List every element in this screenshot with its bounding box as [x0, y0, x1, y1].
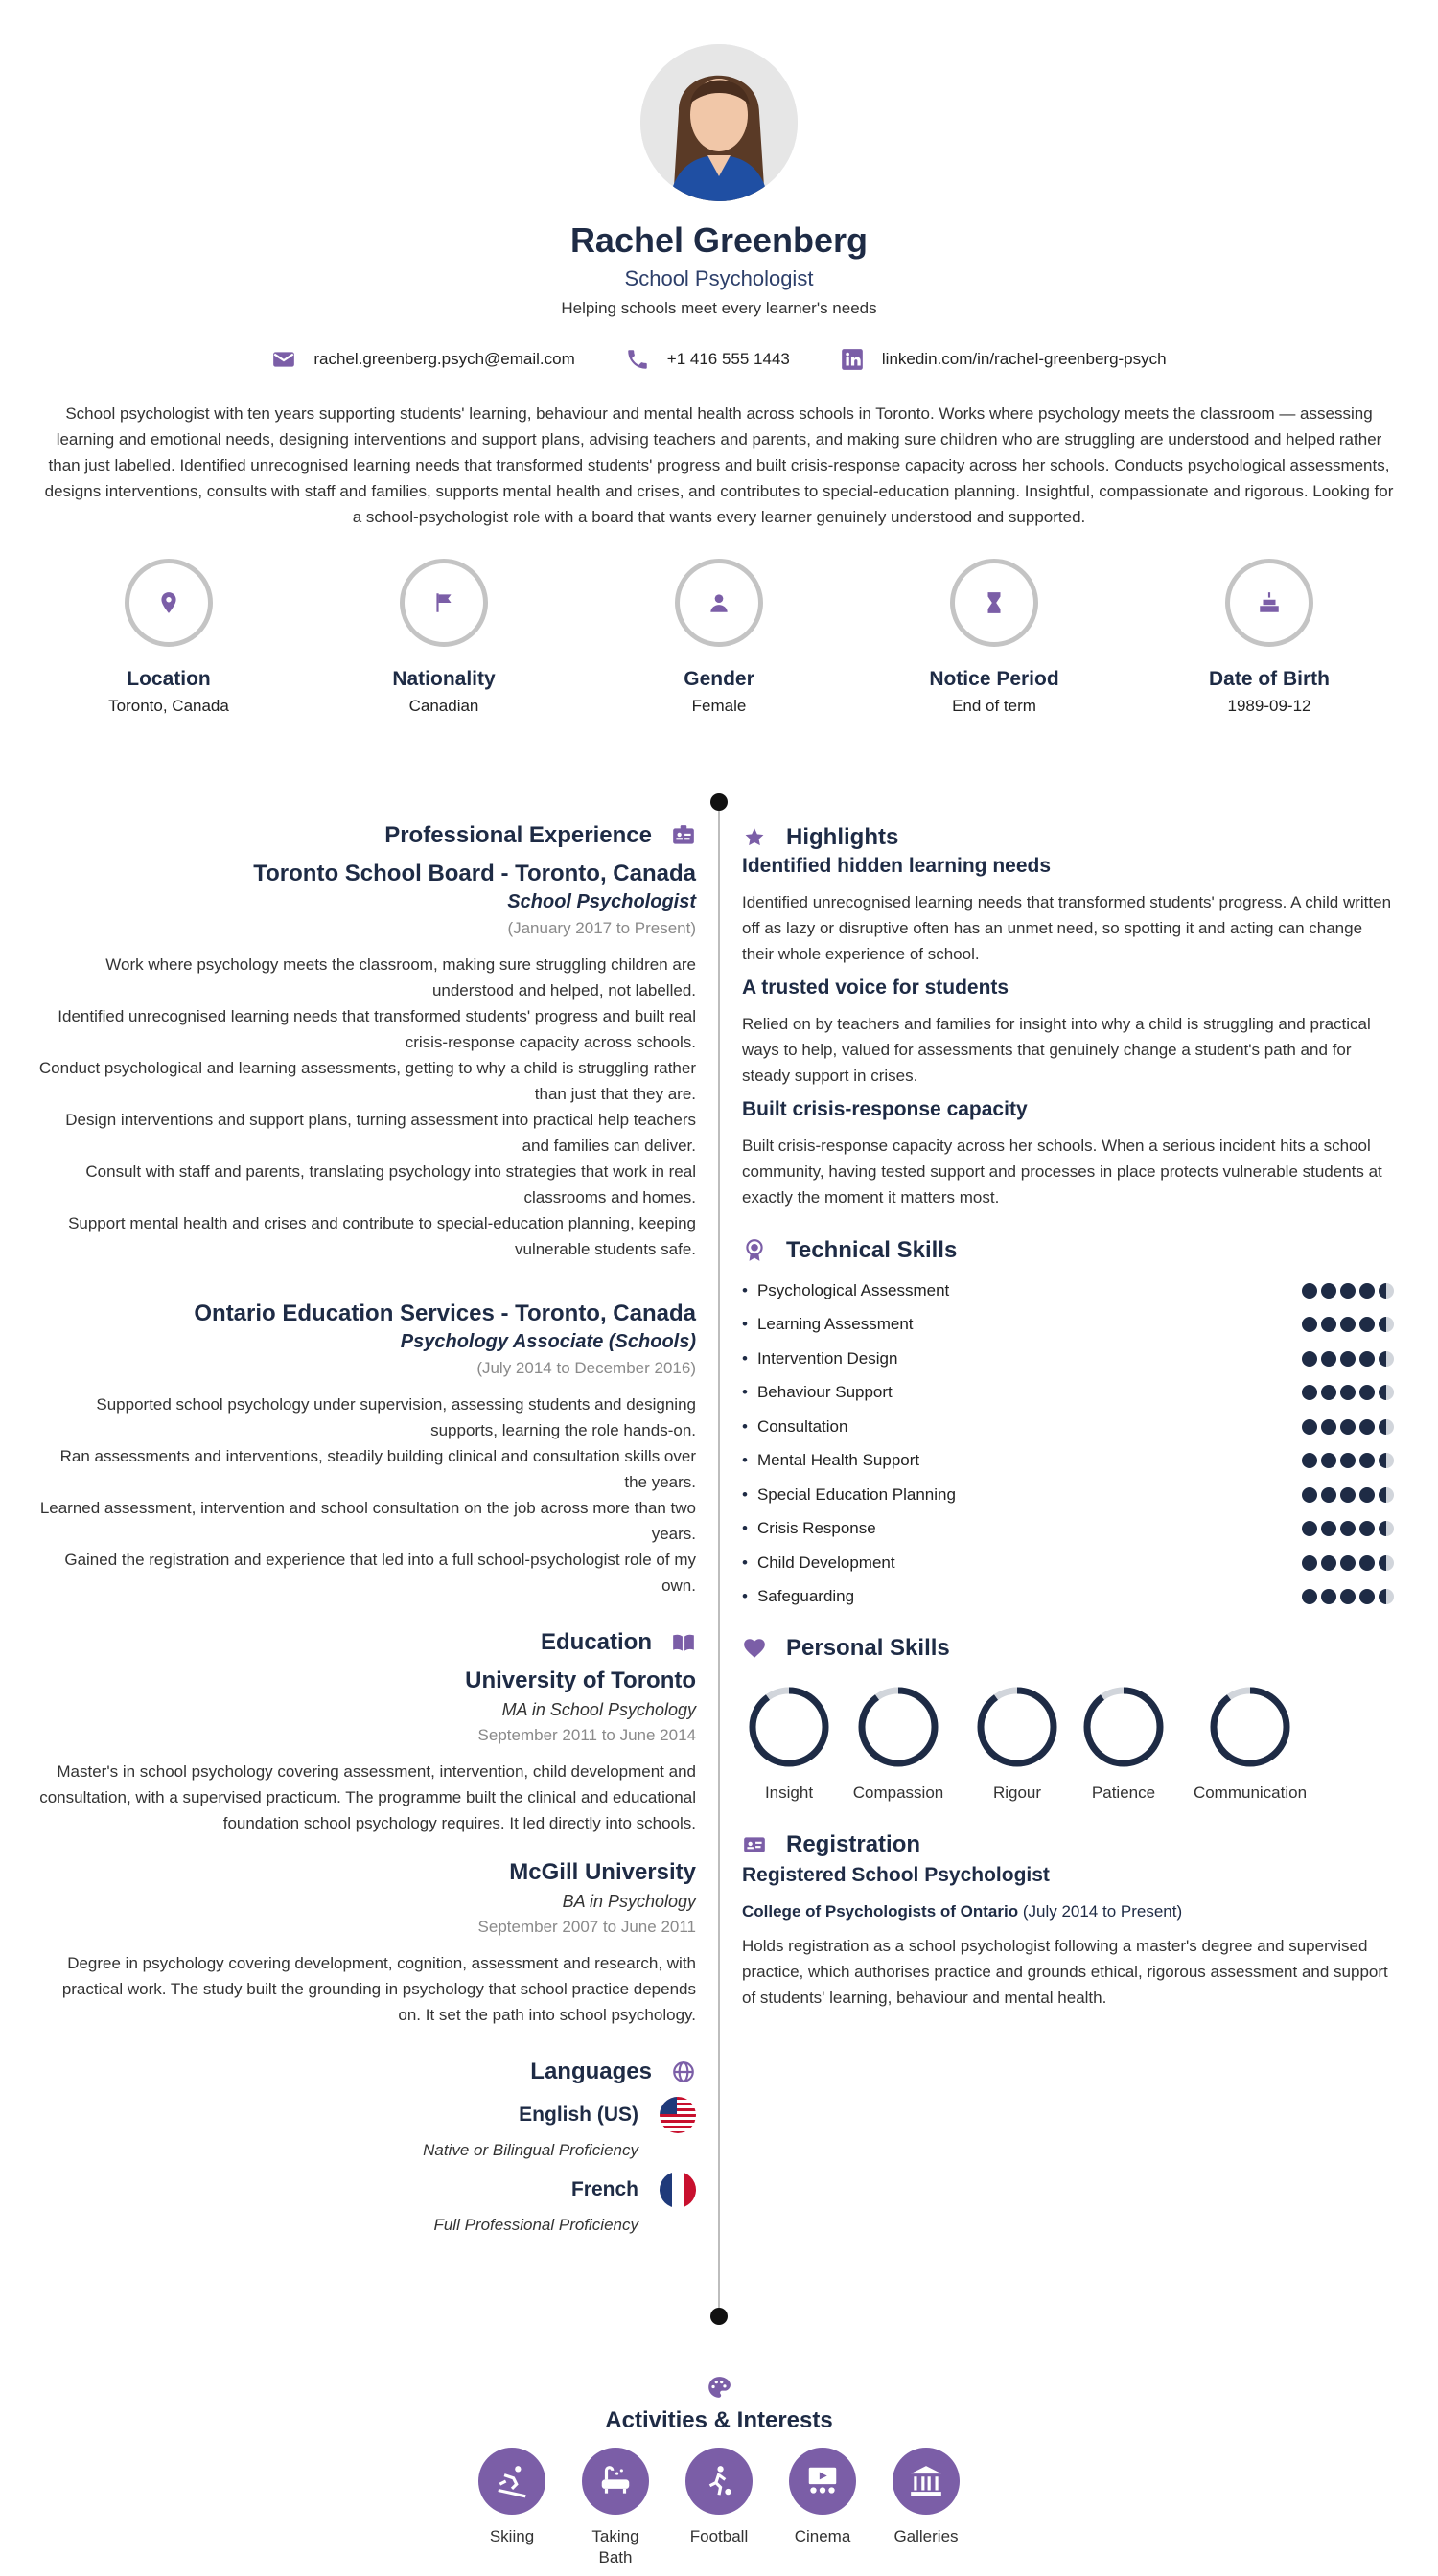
skill-progress-ring [1081, 1685, 1166, 1769]
technical-skills-heading [742, 1237, 1394, 1264]
fact-label: Location [127, 668, 211, 690]
activity-circle [893, 2448, 960, 2515]
experience-heading [38, 822, 696, 849]
fact-label: Gender [684, 668, 754, 690]
activity-circle [478, 2448, 545, 2515]
activities-section [0, 2375, 1438, 2568]
timeline-end-dot [710, 2308, 728, 2325]
rating-dot [1359, 1521, 1375, 1536]
technical-skill-name: • Psychological Assessment [742, 1281, 949, 1300]
highlight-title: Built crisis-response capacity [742, 1098, 1028, 1120]
skill-rating-dots [1302, 1385, 1394, 1400]
fact-date-of-birth [1173, 559, 1365, 716]
fact-circle [675, 559, 763, 647]
activity-item [893, 2448, 960, 2568]
rating-dot [1302, 1555, 1317, 1571]
job-role: Psychology Associate (Schools) [400, 1331, 696, 1352]
linkedin-contact[interactable] [840, 347, 1167, 372]
book-icon [671, 1630, 696, 1655]
email-text: rachel.greenberg.psych@email.com [313, 350, 575, 368]
rating-dot [1359, 1351, 1375, 1367]
rating-dot [1302, 1521, 1317, 1536]
person-icon [707, 590, 731, 615]
id-badge-icon [671, 823, 696, 848]
fact-value: Female [691, 697, 747, 715]
phone-icon [625, 347, 650, 372]
rating-dot [1379, 1283, 1394, 1299]
rating-dot [1379, 1385, 1394, 1400]
skill-rating-dots [1302, 1487, 1394, 1503]
rating-dot [1321, 1453, 1336, 1468]
education-description: Degree in psychology covering development, cognition, assessment and research, with practical work. The study built the grounding in psychology that school practice depends on. It set the path into school psychology. [61, 1954, 696, 2024]
language-entry [38, 2172, 696, 2235]
degree: MA in School Psychology [501, 1700, 696, 1719]
rating-dot [1359, 1317, 1375, 1332]
envelope-icon [271, 347, 296, 372]
activity-label: Football [689, 2527, 749, 2545]
fact-gender [623, 559, 815, 716]
fact-value: End of term [952, 697, 1036, 715]
job-entry [38, 1300, 696, 1598]
skill-rating-dots [1302, 1283, 1394, 1299]
activities-title: Activities & Interests [605, 2407, 833, 2433]
registration-date: (July 2014 to Present) [1022, 1902, 1183, 1920]
job-bullet: Ran assessments and interventions, steadily building clinical and consultation skills over the years. [59, 1447, 696, 1491]
personal-skills-heading [742, 1635, 1394, 1662]
activity-item [789, 2448, 856, 2568]
language-name: English (US) [519, 2104, 638, 2126]
hourglass-icon [982, 590, 1007, 615]
activity-circle [582, 2448, 649, 2515]
rating-dot [1340, 1351, 1356, 1367]
rating-dot [1340, 1521, 1356, 1536]
activity-label: Galleries [893, 2527, 959, 2545]
education-entry [38, 1859, 696, 2028]
job-date: (January 2017 to Present) [507, 919, 696, 937]
technical-skill-name: • Mental Health Support [742, 1451, 919, 1470]
personal-facts [32, 559, 1407, 716]
rating-dot [1321, 1419, 1336, 1435]
skill-rating-dots [1302, 1351, 1394, 1367]
cake-icon [1257, 590, 1282, 615]
job-bullets [38, 1392, 696, 1598]
rating-dot [1359, 1555, 1375, 1571]
award-icon [742, 1238, 767, 1263]
rating-dot [1302, 1453, 1317, 1468]
technical-skill-row [742, 1274, 1394, 1308]
avatar [640, 44, 798, 201]
activity-item [478, 2448, 545, 2568]
rating-dot [1302, 1385, 1317, 1400]
candidate-title: School Psychologist [624, 266, 814, 290]
technical-skill-name: • Consultation [742, 1417, 847, 1437]
resume-header [0, 0, 1438, 530]
registration-title: Registered School Psychologist [742, 1864, 1050, 1886]
highlights-heading [742, 824, 1394, 851]
language-name: French [570, 2178, 638, 2200]
highlight-text: Built crisis-response capacity across her schools. When a serious incident hits a school community, having tested support and processes in place protects vulnerable students at exactly the moment it matters most. [742, 1137, 1382, 1207]
profile-summary: School psychologist with ten years supporting students' learning, behaviour and mental health across schools in Toronto. Works where psychology meets the classroom — assessing learning and emotional needs, designing interventions and support plans, advising teachers and parents, and making sure children who are struggling are understood and helped rather than just labelled. Identified unrecognised learning needs that transformed students' progress and built crisis-response capacity across her schools. Conducts psychological assessments, designs interventions, consults with staff and families, supports mental health and crises, and contributes to special-education planning. Insightful, compassionate and rigorous. Looking for a school-psychologist role with a board that wants every learner genuinely understood and supported. [44, 404, 1394, 526]
right-column [742, 824, 1394, 2011]
skill-progress-ring [747, 1685, 831, 1769]
fact-location [73, 559, 265, 716]
activities-list [0, 2448, 1438, 2568]
technical-skill-row [742, 1580, 1394, 1615]
technical-skill-row [742, 1444, 1394, 1479]
job-bullets [38, 952, 696, 1262]
job-bullet: Identified unrecognised learning needs that transformed students' progress and built real crisis-response capacity across schools. [58, 1007, 696, 1051]
job-bullet: Work where psychology meets the classroom, making sure struggling children are understood and helped, not labelled. [105, 955, 696, 1000]
job-bullet: Support mental health and crises and contribute to special-education planning, keeping vulnerable students safe. [68, 1214, 696, 1258]
phone-text: +1 416 555 1443 [666, 350, 790, 368]
activity-label: Taking Bath [591, 2527, 639, 2566]
id-card-icon [742, 1832, 767, 1857]
rating-dot [1321, 1385, 1336, 1400]
highlight-title: Identified hidden learning needs [742, 855, 1052, 877]
linkedin-icon [840, 347, 865, 372]
timeline-line [718, 801, 720, 2317]
education-heading [38, 1629, 696, 1656]
degree: BA in Psychology [562, 1892, 696, 1911]
personal-skill [961, 1685, 1074, 1803]
technical-skill-name: • Crisis Response [742, 1519, 876, 1538]
rating-dot [1321, 1487, 1336, 1503]
personal-skill-label: Compassion [852, 1783, 944, 1802]
candidate-name: Rachel Greenberg [569, 220, 869, 260]
rating-dot [1302, 1589, 1317, 1604]
skill-rating-dots [1302, 1555, 1394, 1571]
fact-nationality [348, 559, 540, 716]
job-bullet: Consult with staff and parents, translating psychology into strategies that work in real classrooms and homes. [85, 1162, 696, 1207]
skill-rating-dots [1302, 1589, 1394, 1604]
skill-rating-dots [1302, 1419, 1394, 1435]
rating-dot [1321, 1521, 1336, 1536]
us-flag-icon [660, 2097, 696, 2133]
technical-skill-row [742, 1376, 1394, 1411]
activity-label: Skiing [489, 2527, 535, 2545]
personal-skill [1074, 1685, 1173, 1803]
technical-skill-name: • Learning Assessment [742, 1315, 914, 1334]
rating-dot [1302, 1283, 1317, 1299]
highlight-title: A trusted voice for students [742, 977, 1009, 999]
registration-org-line [742, 1902, 1394, 1921]
personal-skill-label: Insight [764, 1783, 814, 1802]
rating-dot [1302, 1351, 1317, 1367]
education-date: September 2011 to June 2014 [477, 1726, 696, 1744]
fact-label: Date of Birth [1209, 668, 1330, 690]
fact-circle [125, 559, 213, 647]
personal-skill [1173, 1685, 1327, 1803]
star-badge-icon [742, 825, 767, 850]
activity-circle [685, 2448, 753, 2515]
fact-label: Notice Period [929, 668, 1059, 690]
job-organization: Ontario Education Services - Toronto, Canada [194, 1300, 696, 1326]
technical-skill-row [742, 1308, 1394, 1343]
rating-dot [1302, 1317, 1317, 1332]
heart-icon [742, 1636, 767, 1661]
section-title: Highlights [786, 824, 899, 850]
rating-dot [1379, 1589, 1394, 1604]
personal-skill-label: Communication [1193, 1783, 1308, 1802]
education-description: Master's in school psychology covering assessment, intervention, child development and consultation, with a supervised practicum. The programme built the clinical and educational foundation school psychology requires. It led directly into schools. [39, 1762, 696, 1832]
registration-text: Holds registration as a school psychologist following a master's degree and supervised practice, which authorises practice and grounds ethical, rigorous assessment and support of students' learning, behaviour and mental health. [742, 1937, 1388, 2007]
section-title: Professional Experience [384, 822, 652, 848]
technical-skill-row [742, 1410, 1394, 1444]
school-name: McGill University [509, 1859, 696, 1885]
left-column [38, 822, 696, 2235]
personal-skill-label: Rigour [992, 1783, 1042, 1802]
rating-dot [1359, 1283, 1375, 1299]
fact-notice-period [898, 559, 1090, 716]
technical-skill-name: • Special Education Planning [742, 1485, 956, 1505]
rating-dot [1340, 1317, 1356, 1332]
rating-dot [1379, 1419, 1394, 1435]
section-title: Technical Skills [786, 1237, 958, 1263]
language-level: Full Professional Proficiency [433, 2216, 638, 2234]
personal-skill-label: Patience [1091, 1783, 1156, 1802]
globe-icon [671, 2059, 696, 2084]
personal-skill [836, 1685, 961, 1803]
rating-dot [1340, 1555, 1356, 1571]
phone-contact[interactable] [625, 347, 790, 372]
fact-circle [1225, 559, 1313, 647]
rating-dot [1321, 1317, 1336, 1332]
rating-dot [1379, 1453, 1394, 1468]
fact-value: Toronto, Canada [108, 697, 229, 715]
highlight-item [742, 855, 1394, 967]
location-pin-icon [156, 590, 181, 615]
job-organization: Toronto School Board - Toronto, Canada [253, 861, 696, 886]
personal-skill [742, 1685, 836, 1803]
palette-icon [707, 2375, 731, 2400]
school-name: University of Toronto [465, 1668, 696, 1693]
gallery-icon [908, 2463, 944, 2499]
fact-value: 1989-09-12 [1227, 697, 1311, 715]
email-contact[interactable] [271, 347, 574, 372]
rating-dot [1379, 1521, 1394, 1536]
skill-progress-ring [1208, 1685, 1292, 1769]
rating-dot [1340, 1487, 1356, 1503]
job-bullet: Conduct psychological and learning assessments, getting to why a child is struggling rather than just that they are. [38, 1059, 696, 1103]
activity-label: Cinema [794, 2527, 851, 2545]
rating-dot [1321, 1555, 1336, 1571]
activity-circle [789, 2448, 856, 2515]
fact-circle [400, 559, 488, 647]
section-title: Education [540, 1629, 652, 1655]
technical-skill-name: • Child Development [742, 1553, 895, 1573]
rating-dot [1340, 1453, 1356, 1468]
football-icon [701, 2463, 737, 2499]
flag-icon [431, 590, 456, 615]
fact-label: Nationality [392, 668, 496, 690]
rating-dot [1359, 1385, 1375, 1400]
rating-dot [1321, 1351, 1336, 1367]
education-date: September 2007 to June 2011 [477, 1918, 696, 1936]
section-title: Languages [530, 2058, 652, 2084]
fact-circle [950, 559, 1038, 647]
job-date: (July 2014 to December 2016) [476, 1359, 696, 1377]
rating-dot [1379, 1487, 1394, 1503]
highlight-item [742, 977, 1394, 1089]
skill-progress-ring [856, 1685, 940, 1769]
technical-skill-row [742, 1342, 1394, 1376]
language-row [38, 2172, 696, 2208]
education-entry [38, 1668, 696, 1836]
skill-rating-dots [1302, 1317, 1394, 1332]
job-bullet: Learned assessment, intervention and school consultation on the job across more than two years. [39, 1499, 696, 1543]
rating-dot [1340, 1419, 1356, 1435]
technical-skill-row [742, 1546, 1394, 1580]
language-level: Native or Bilingual Proficiency [423, 2141, 638, 2159]
registration-heading [742, 1831, 1394, 1858]
candidate-tagline: Helping schools meet every learner's needs [561, 299, 877, 317]
skiing-icon [494, 2463, 530, 2499]
france-flag-icon [660, 2172, 696, 2208]
rating-dot [1340, 1283, 1356, 1299]
rating-dot [1340, 1589, 1356, 1604]
rating-dot [1379, 1317, 1394, 1332]
rating-dot [1340, 1385, 1356, 1400]
technical-skill-name: • Safeguarding [742, 1587, 854, 1606]
highlight-text: Relied on by teachers and families for insight into why a child is struggling and practical ways to help, valued for assessments that genuinely change a student's path and for steady support in crises. [742, 1015, 1371, 1085]
technical-skill-name: • Intervention Design [742, 1349, 897, 1368]
language-row [38, 2097, 696, 2133]
activity-item [582, 2448, 649, 2568]
activity-item [685, 2448, 753, 2568]
skill-rating-dots [1302, 1521, 1394, 1536]
fact-value: Canadian [408, 697, 479, 715]
rating-dot [1359, 1487, 1375, 1503]
skill-progress-ring [975, 1685, 1059, 1769]
bath-icon [597, 2463, 634, 2499]
cinema-icon [804, 2463, 841, 2499]
job-bullet: Design interventions and support plans, turning assessment into practical help teachers and families can deliver. [65, 1111, 696, 1155]
skill-rating-dots [1302, 1453, 1394, 1468]
languages-heading [38, 2058, 696, 2085]
rating-dot [1359, 1589, 1375, 1604]
technical-skill-name: • Behaviour Support [742, 1383, 893, 1402]
rating-dot [1321, 1589, 1336, 1604]
section-title: Personal Skills [786, 1635, 950, 1661]
job-bullet: Supported school psychology under supervision, assessing students and designing supports, learning the role hands-on. [96, 1395, 696, 1439]
timeline-start-dot [710, 794, 728, 811]
highlight-item [742, 1098, 1394, 1210]
rating-dot [1302, 1487, 1317, 1503]
registration-org: College of Psychologists of Ontario [742, 1902, 1019, 1920]
technical-skills-list [742, 1274, 1394, 1614]
rating-dot [1379, 1351, 1394, 1367]
linkedin-text: linkedin.com/in/rachel-greenberg-psych [881, 350, 1167, 368]
technical-skill-row [742, 1478, 1394, 1512]
language-entry [38, 2097, 696, 2160]
personal-skills-list [742, 1685, 1394, 1803]
technical-skill-row [742, 1512, 1394, 1547]
rating-dot [1359, 1419, 1375, 1435]
job-entry [38, 861, 696, 1262]
highlight-text: Identified unrecognised learning needs that transformed students' progress. A child written off as lazy or disruptive often has an unmet need, so spotting it and acting can change their whole experience of school. [742, 893, 1392, 963]
contact-bar [0, 347, 1438, 372]
rating-dot [1379, 1555, 1394, 1571]
rating-dot [1302, 1419, 1317, 1435]
rating-dot [1359, 1453, 1375, 1468]
job-role: School Psychologist [507, 891, 696, 912]
section-title: Registration [786, 1831, 921, 1857]
rating-dot [1321, 1283, 1336, 1299]
job-bullet: Gained the registration and experience that led into a full school-psychologist role of my own. [64, 1551, 696, 1595]
